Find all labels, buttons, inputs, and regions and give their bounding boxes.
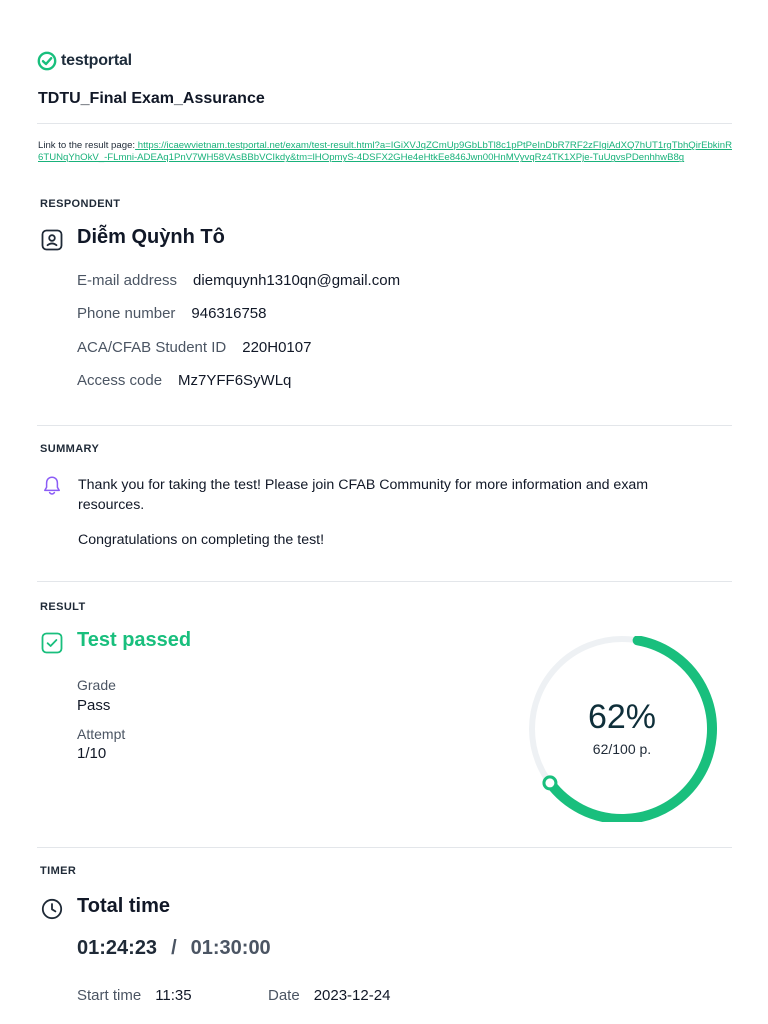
- time-summary: [77, 937, 271, 960]
- start-time-value: 11:35: [155, 987, 192, 1004]
- phone-value: 946316758: [191, 305, 267, 322]
- bell-icon: [40, 474, 64, 498]
- email-value: diemquynh1310qn@gmail.com: [193, 272, 401, 289]
- check-square-icon: [40, 631, 64, 655]
- result-link-label: Link to the result page:: [38, 140, 136, 151]
- time-limit: 01:30:00: [190, 937, 271, 959]
- email-field: [77, 272, 400, 289]
- result-status: Test passed: [77, 629, 192, 651]
- grade-label: Grade: [77, 677, 116, 693]
- summary-congrats: Congratulations on completing the test!: [78, 532, 325, 548]
- access-code-value: Mz7YFF6SyWLq: [178, 372, 292, 389]
- timer-section-label: TIMER: [40, 865, 77, 877]
- phone-label: Phone number: [77, 305, 176, 322]
- attempt-value: 1/10: [77, 745, 107, 762]
- divider: [37, 425, 732, 426]
- divider: [37, 847, 732, 848]
- respondent-section-label: RESPONDENT: [40, 198, 121, 210]
- time-used: 01:24:23: [77, 937, 158, 959]
- summary-section-label: SUMMARY: [40, 443, 100, 455]
- divider: [37, 581, 732, 582]
- start-time-label: Start time: [77, 987, 142, 1004]
- time-separator: /: [171, 937, 177, 959]
- total-time-title: Total time: [77, 895, 170, 917]
- clock-icon: [40, 897, 64, 921]
- divider: [37, 123, 732, 124]
- email-label: E-mail address: [77, 272, 178, 289]
- date: [268, 987, 390, 1004]
- exam-title: TDTU_Final Exam_Assurance: [38, 90, 265, 107]
- testportal-logo: [37, 51, 132, 71]
- score-points: 62/100 p.: [592, 741, 652, 757]
- result-link[interactable]: https://icaewvietnam.testportal.net/exam/test-result.html?a=IGiXVJqZCmUp9GbLbTl8c1pPtPeInDbR7RF2zFIgiAdXQ7hUT1rgTbhQirEbkinR6TUNqYhOkV_-FLmni-ADEAq1PnV7WH58VAsBBbVCIkdy&tm=lHOpmyS-4DSFX2GHe4eHtkEe846Jwn00HnMVyvqRz4TK1XPje-TuUgvsPDenhhwB8g: [38, 140, 733, 164]
- student-id-value: 220H0107: [242, 339, 312, 356]
- result-section-label: RESULT: [40, 601, 86, 613]
- attempt-label: Attempt: [77, 726, 126, 742]
- gauge-end-dot: [544, 777, 556, 789]
- student-id-field: [77, 339, 311, 356]
- start-time: [77, 987, 192, 1004]
- grade-value: Pass: [77, 697, 111, 714]
- summary-message: Thank you for taking the test! Please join CFAB Community for more information and exam resources.: [78, 477, 649, 513]
- phone-field: [77, 305, 267, 322]
- score-percent: 62%: [587, 698, 657, 736]
- access-code-label: Access code: [77, 372, 163, 389]
- user-badge-icon: [40, 228, 64, 252]
- student-id-label: ACA/CFAB Student ID: [77, 339, 227, 356]
- date-value: 2023-12-24: [313, 987, 391, 1004]
- access-code-field: [77, 372, 291, 389]
- check-circle-logo-icon: [37, 51, 57, 71]
- logo-text: testportal: [61, 52, 132, 69]
- result-link-block: [38, 140, 732, 165]
- date-label: Date: [268, 987, 300, 1004]
- respondent-name: Diễm Quỳnh Tô: [77, 226, 225, 248]
